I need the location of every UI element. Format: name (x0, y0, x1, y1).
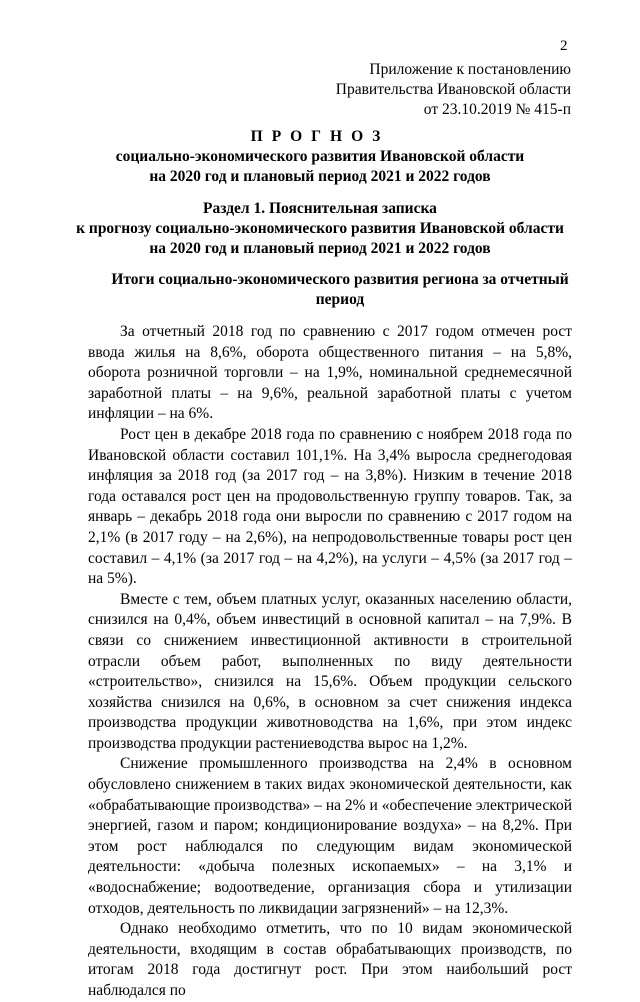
subheading (110, 270, 570, 310)
section-title (70, 199, 570, 259)
paragraph: Снижение промышленного производства на 2,4% в основном обусловлено снижением в таких видах экономической деятельности, как «обрабатывающие производства» – на 2% и «обеспечение электрической энергией, газом и паром; кондиционирование воздуха» – на 8,2%. При этом рост наблюдался по следующим видам экономической деятельности: «добыча полезных ископаемых» – на 3,1% и «водоснабжение; водоотведение, организация сбора и утилизации отходов, деятельность по ликвидации загрязнений» – на 12,3%. (88, 755, 572, 917)
section-line: к прогнозу социально-экономического развития Ивановской области (76, 220, 564, 237)
paragraph: За отчетный 2018 год по сравнению с 2017 годом отмечен рост ввода жилья на 8,6%, оборота общественного питания – на 5,8%, оборота розничной торговли – на 1,9%, номинальной среднемесячной заработной платы – на 9,6%, реальной заработной платы с учетом инфляции – на 6%. (88, 323, 572, 423)
title-heading: ПРОГНОЗ (250, 128, 390, 145)
subheading-line: Итоги социально-экономического развития региона за отчетный (111, 271, 569, 288)
appendix-line: Правительства Ивановской области (335, 81, 571, 98)
section-line: Раздел 1. Пояснительная записка (203, 200, 437, 217)
section-line: на 2020 год и плановый период 2021 и 2022 годов (149, 240, 491, 257)
appendix-line: от 23.10.2019 № 415-п (423, 101, 571, 118)
appendix-note (336, 60, 571, 120)
subheading-line: период (315, 291, 365, 308)
paragraph: Рост цен в декабре 2018 года по сравнению с ноябрем 2018 года по Ивановской области составил 101,1%. На 3,4% выросла среднегодовая инфляция за 2018 год (за 2017 год – на 3,8%). Низким в течение 2018 года оставался рост цен на продовольственную группу товаров. Так, за январь – декабрь 2018 года они выросли по сравнению с 2017 годом на 2,1% (в 2017 году – на 2,6%), на непродовольственные товары рост цен составил – 4,1% (за 2017 год – на 4,2%), на услуги – 4,5% (за 2017 год – на 5%). (88, 425, 572, 588)
page-number: 2 (560, 38, 568, 54)
title-line: социально-экономического развития Ивановской области (115, 148, 525, 165)
paragraph: Однако необходимо отметить, что по 10 видам экономической деятельности, входящим в состав обрабатывающих производств, по итогам 2018 года достигнут рост. При этом наибольший рост наблюдался по (88, 920, 572, 999)
title-line: на 2020 год и плановый период 2021 и 2022 годов (149, 168, 491, 185)
appendix-line: Приложение к постановлению (369, 61, 571, 78)
body-text (88, 322, 572, 1002)
document-title (70, 127, 570, 187)
paragraph: Вместе с тем, объем платных услуг, оказанных населению области, снизился на 0,4%, объем инвестиций в основной капитал – на 7,9%. В связи со снижением инвестиционной активности в строительной отрасли объем работ, выполненных по виду деятельности «строительство», снизился на 15,6%. Объем продукции сельского хозяйства снизился на 0,6%, в основном за счет снижения индекса производства продукции животноводства на 1,6%, при этом индекс производства продукции растениеводства вырос на 1,2%. (88, 590, 572, 752)
